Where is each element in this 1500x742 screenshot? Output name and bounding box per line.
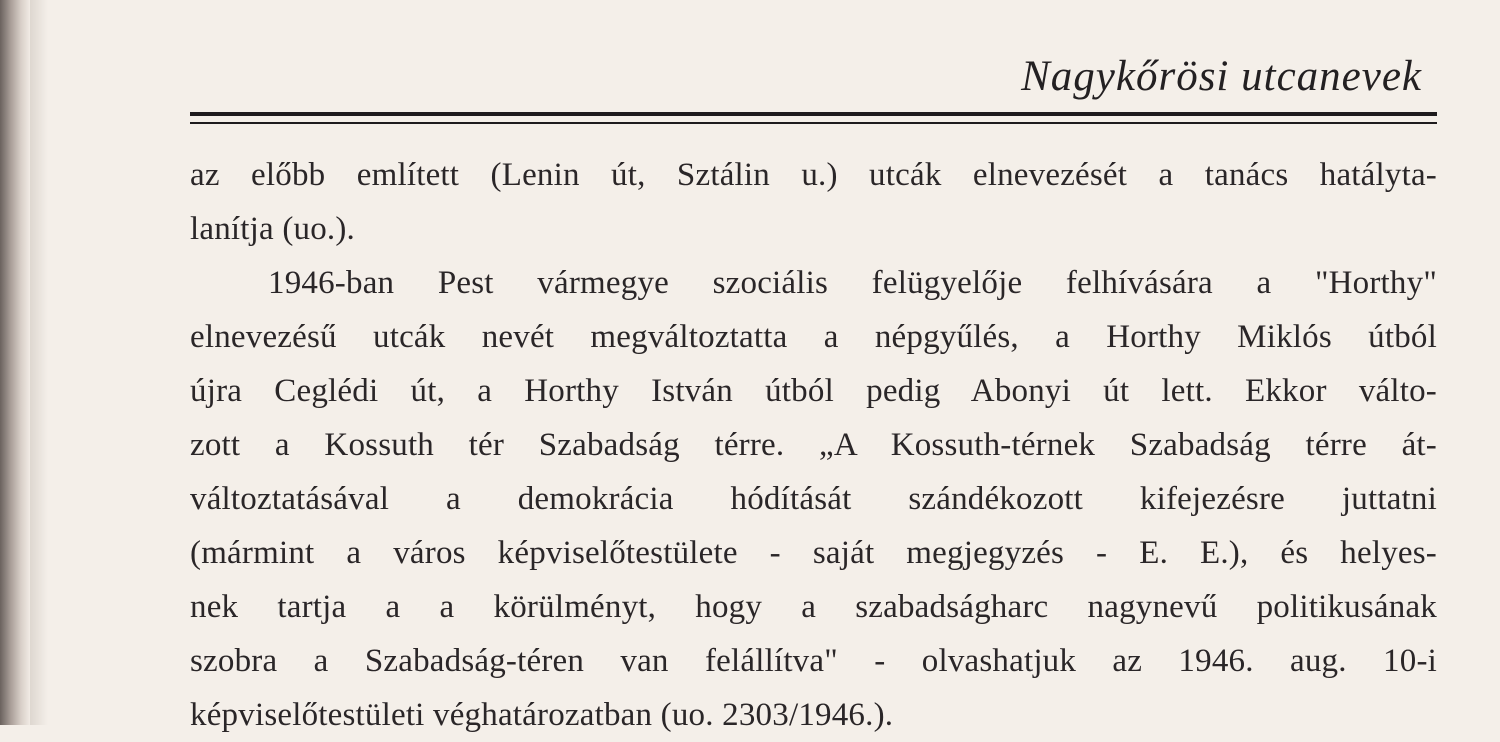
- book-gutter: [0, 0, 30, 725]
- text-line: (mármint a város képviselőtestülete - saját megjegyzés - E. E.), és helyes-: [190, 535, 1437, 571]
- text-line: zott a Kossuth tér Szabadság térre. „A Kossuth-térnek Szabadság térre át-: [190, 427, 1437, 463]
- header-rule-thin: [190, 122, 1437, 124]
- paragraph-start-line: 1946-ban Pest vármegye szociális felügyelője felhívására a "Horthy": [268, 265, 1437, 301]
- text-line: képviselőtestületi véghatározatban (uo. 2303/1946.).: [190, 697, 894, 733]
- running-head-title: Nagykőrösi utcanevek: [1021, 53, 1422, 100]
- text-line: nek tartja a a körülményt, hogy a szabadságharc nagynevű politikusának: [190, 589, 1437, 625]
- gutter-shadow: [30, 0, 48, 725]
- body-text: [190, 148, 1437, 742]
- text-line: változtatásával a demokrácia hódítását szándékozott kifejezésre juttatni: [190, 481, 1437, 517]
- text-line: elnevezésű utcák nevét megváltoztatta a népgyűlés, a Horthy Miklós útból: [190, 319, 1437, 355]
- text-line: az előbb említett (Lenin út, Sztálin u.) utcák elnevezését a tanács hatályta-: [190, 157, 1437, 193]
- text-line: újra Ceglédi út, a Horthy István útból pedig Abonyi út lett. Ekkor válto-: [190, 373, 1437, 409]
- header-rule-thick: [190, 112, 1437, 116]
- text-line: lanítja (uo.).: [190, 211, 355, 247]
- text-line: szobra a Szabadság-téren van felállítva" - olvashatjuk az 1946. aug. 10-i: [190, 643, 1437, 679]
